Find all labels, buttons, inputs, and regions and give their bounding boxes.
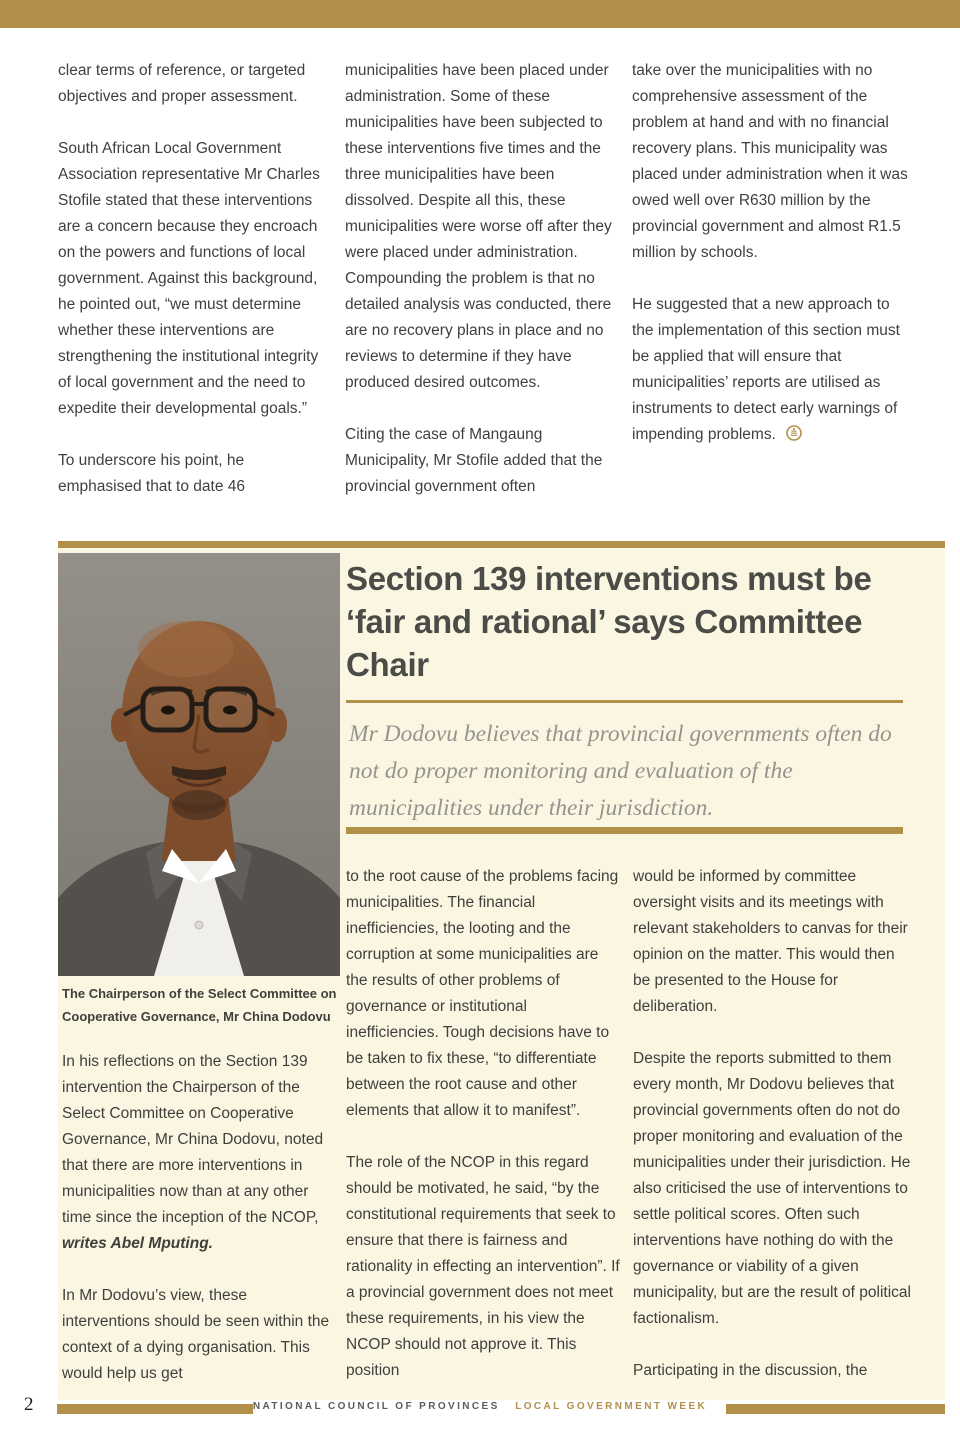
paragraph: South African Local Government Association representative Mr Charles Stofile stated that these interventions are a concern because they encroach on the powers and functions of local government. Against this background, he pointed out, “we must determine whether these interventions are strengthening the institutional integrity of local government and the need to expedite their developmental goals.” — [58, 140, 320, 417]
paragraph: municipalities have been placed under administration. Some of these municipalities have been subjected to these interventions five times and the three municipalities have been dissolved. Despite all this, these municipalities were worse off after they were placed under administration. Compounding the problem is that no detailed analysis was conducted, there are no recovery plans in place and no reviews to determine if they have produced desired outcomes. — [345, 62, 612, 391]
paragraph: to the root cause of the problems facing municipalities. The financial inefficiencies, the looting and the corruption at some municipalities are the results of other problems of governance or institutional inefficiencies. Tough decisions have to be taken to fix these, “to differentiate between the root cause and other elements that allow it to manifest”. — [346, 868, 619, 1119]
paragraph-text: In his reflections on the Section 139 intervention the Chairperson of the Select Committee on Cooperative Governance, Mr China Dodovu, noted that there are more interventions in municipalities now than at any other time since the inception of the NCOP, — [62, 1053, 324, 1226]
paragraph: take over the municipalities with no comprehensive assessment of the problem at hand and with no financial recovery plans. This municipality was placed under administration when it was owed well over R630 million by the provincial government and almost R1.5 million by schools. — [632, 62, 908, 261]
standfirst-divider-rule — [346, 827, 903, 834]
paragraph: Citing the case of Mangaung Municipality, Mr Stofile added that the provincial government often — [345, 426, 603, 495]
feature-standfirst: Mr Dodovu believes that provincial governments often do not do proper monitoring and evaluation of the municipalities under their jurisdiction. — [349, 721, 892, 821]
byline: writes Abel Mputing. — [62, 1235, 213, 1252]
top-article-column-1 — [58, 58, 326, 526]
feature-column-1 — [62, 1049, 334, 1413]
paragraph: To underscore his point, he emphasised that to date 46 — [58, 452, 245, 495]
paragraph: clear terms of reference, or targeted objectives and proper assessment. — [58, 62, 306, 105]
footer-org-name: NATIONAL COUNCIL OF PROVINCES — [252, 1401, 500, 1412]
feature-article-panel — [58, 541, 945, 1400]
paragraph: In Mr Dodovu’s view, these interventions should be seen within the context of a dying organisation. This would help us get — [62, 1287, 330, 1382]
top-article-column-3 — [632, 58, 912, 476]
portrait-photo-china-dodovu — [58, 553, 340, 976]
feature-accent-bar — [58, 541, 945, 548]
paragraph: Despite the reports submitted to them every month, Mr Dodovu believes that provincial governments often do not do proper monitoring and evaluation of the municipalities under their jurisdiction. He also criticised the use of interventions to settle political scores. Often such interventions have nothing do with the governance or viability of a given municipality, but are the result of political factionalism. — [633, 1050, 911, 1327]
feature-column-3 — [633, 864, 913, 1410]
feature-headline: Section 139 interventions must be ‘fair and rational’ says Committee Chair — [346, 560, 872, 683]
paragraph: The role of the NCOP in this regard should be motivated, he said, “by the constitutional requirements that seek to ensure that there is fairness and rationality in effecting an intervention”. If a provincial government does not meet these requirements, in his view the NCOP should not approve it. This position — [346, 1154, 620, 1379]
page-number: 2 — [24, 1394, 34, 1415]
headline-divider-rule — [346, 700, 903, 703]
parliament-seal-icon — [786, 424, 802, 450]
paragraph-text: He suggested that a new approach to the implementation of this section must be applied that will ensure that municipalities’ reports are utilised as instruments to detect early warnings of impending problems. — [632, 296, 900, 443]
paragraph: would be informed by committee oversight visits and its meetings with relevant stakeholders to canvas for their opinion on the matter. This would then be presented to the House for deliberation. — [633, 868, 908, 1015]
feature-column-2 — [346, 864, 624, 1410]
photo-caption: The Chairperson of the Select Committee on Cooperative Governance, Mr China Dodovu — [62, 986, 337, 1024]
paragraph — [632, 292, 912, 450]
footer-publication-name: LOCAL GOVERNMENT WEEK — [515, 1401, 708, 1412]
paragraph: Participating in the discussion, the — [633, 1362, 868, 1379]
paragraph — [62, 1049, 334, 1257]
top-accent-bar — [0, 0, 960, 28]
footer-right-bar — [726, 1404, 945, 1414]
top-article-column-2 — [345, 58, 623, 526]
